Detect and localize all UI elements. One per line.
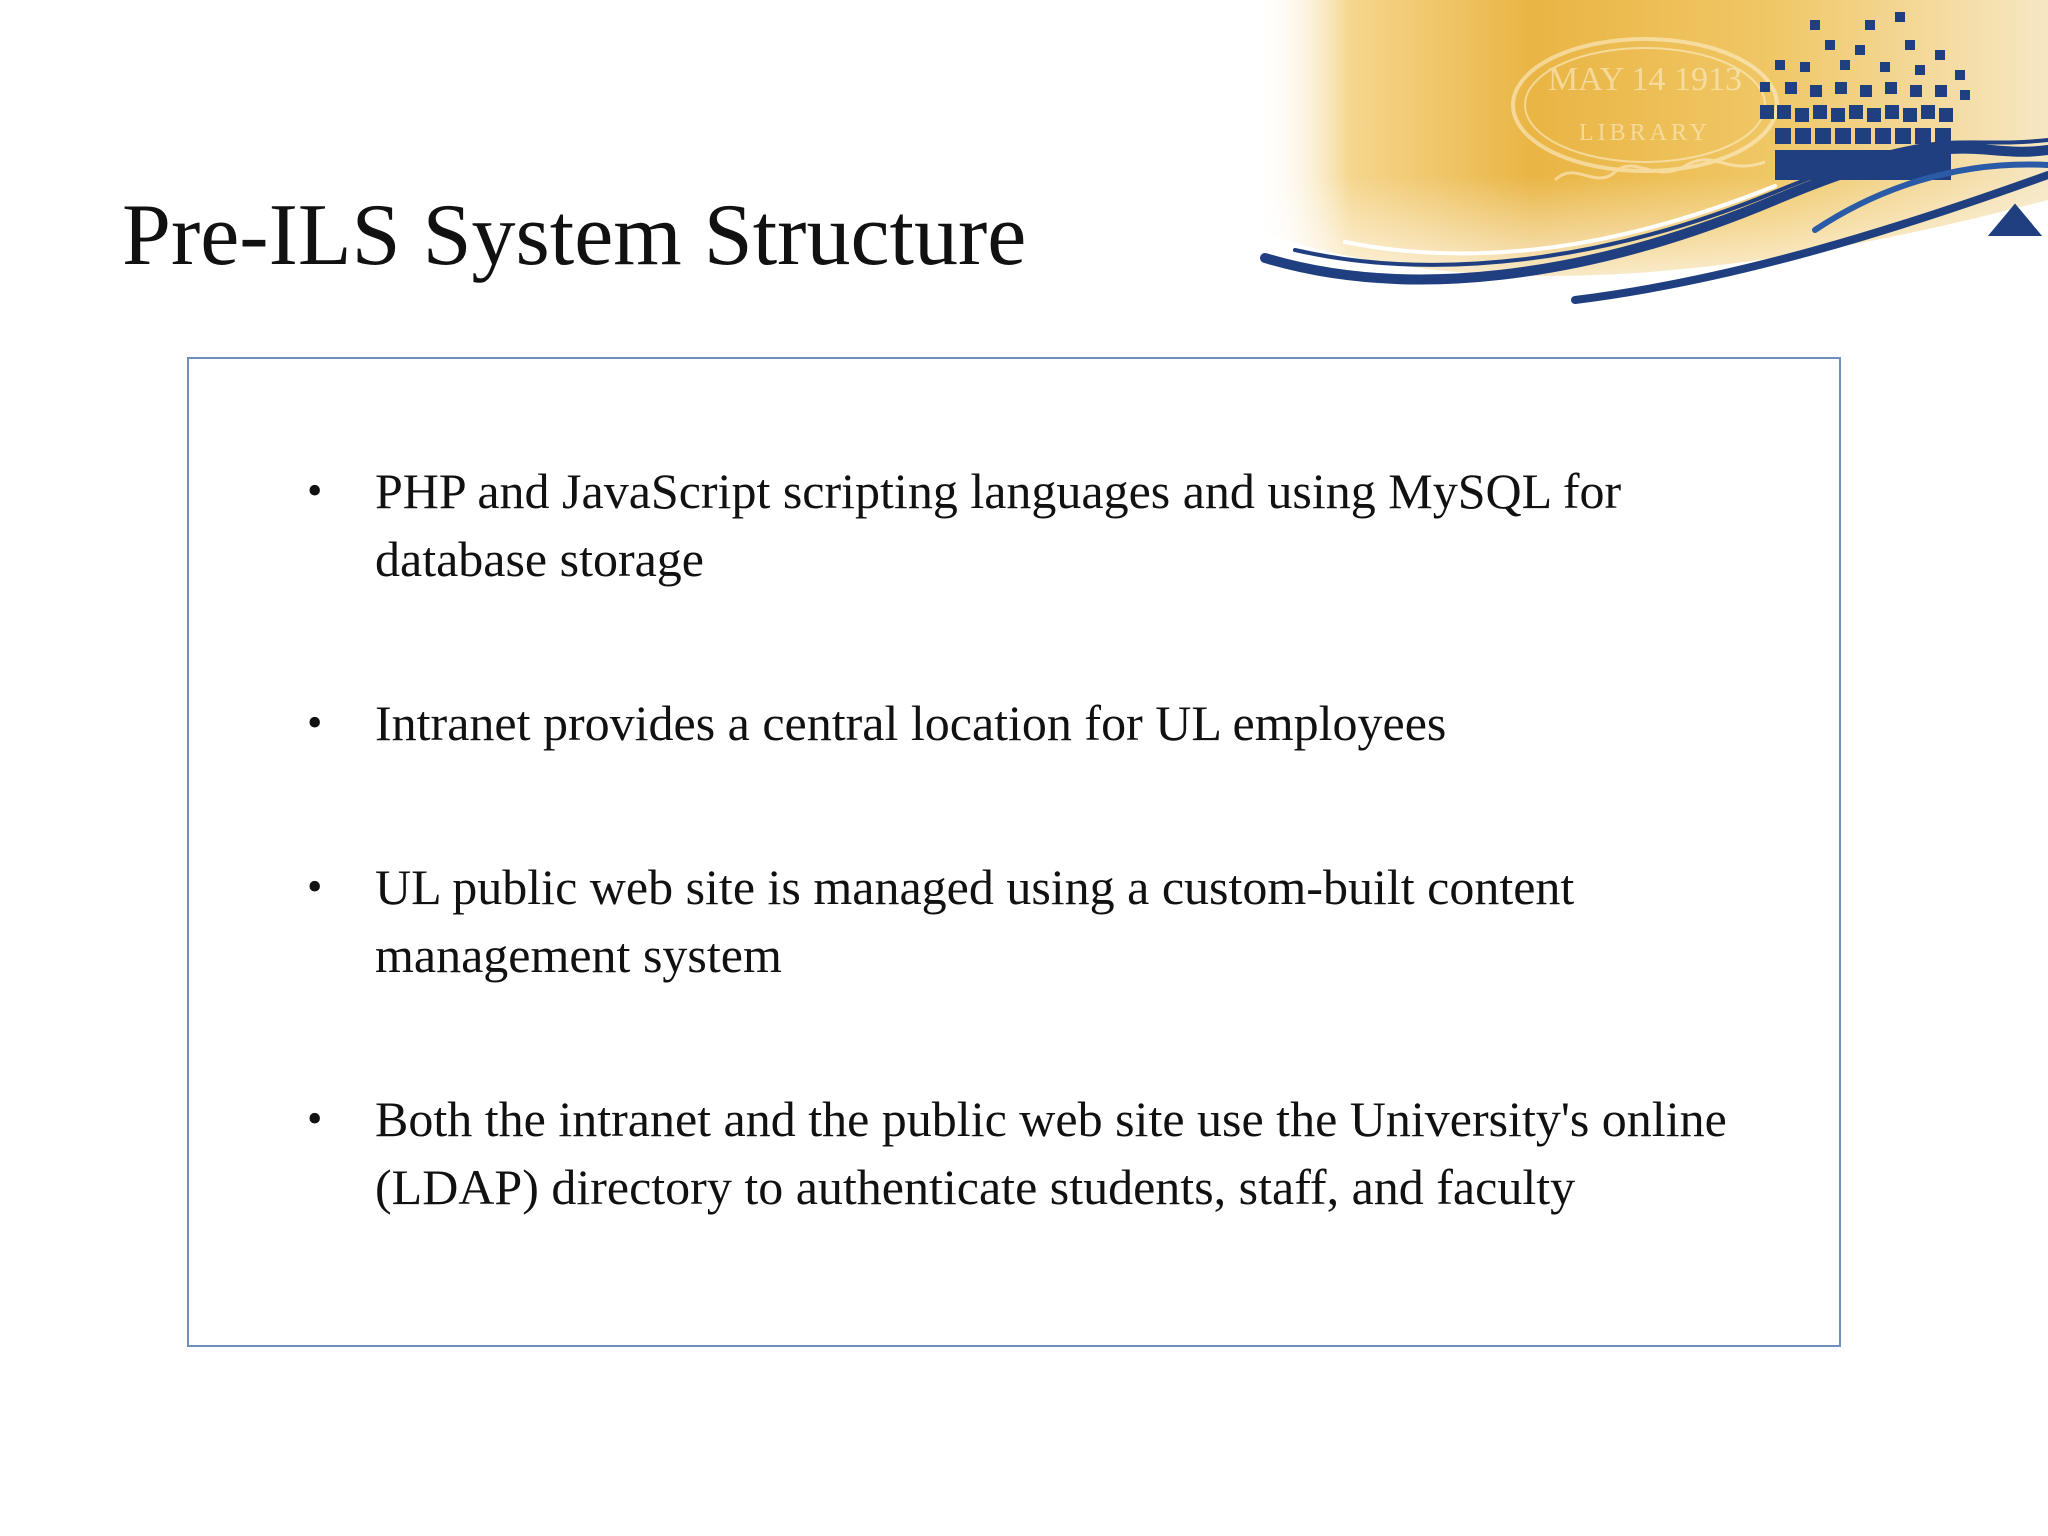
bullet-text: PHP and JavaScript scripting languages and using MySQL for database storage <box>375 463 1622 587</box>
content-box <box>187 357 1841 1347</box>
svg-text:LIBRARY: LIBRARY <box>1578 120 1712 146</box>
bullet-point-icon: • <box>307 698 323 747</box>
bullet-point-icon: • <box>307 862 323 911</box>
bullet-text: Intranet provides a central location for UL employees <box>375 695 1447 751</box>
bullet-text: UL public web site is managed using a custom-built content management system <box>375 859 1575 983</box>
bullet-point-icon: • <box>307 1094 323 1143</box>
library-banner-image <box>1255 0 2048 320</box>
bullet-text: Both the intranet and the public web site use the University's online (LDAP) directory to authenticate students, staff, and faculty <box>375 1091 1727 1215</box>
bullet-point-icon: • <box>307 466 323 515</box>
slide-title: Pre-ILS System Structure <box>122 187 1027 284</box>
svg-text:MAY 14 1913: MAY 14 1913 <box>1548 61 1742 98</box>
